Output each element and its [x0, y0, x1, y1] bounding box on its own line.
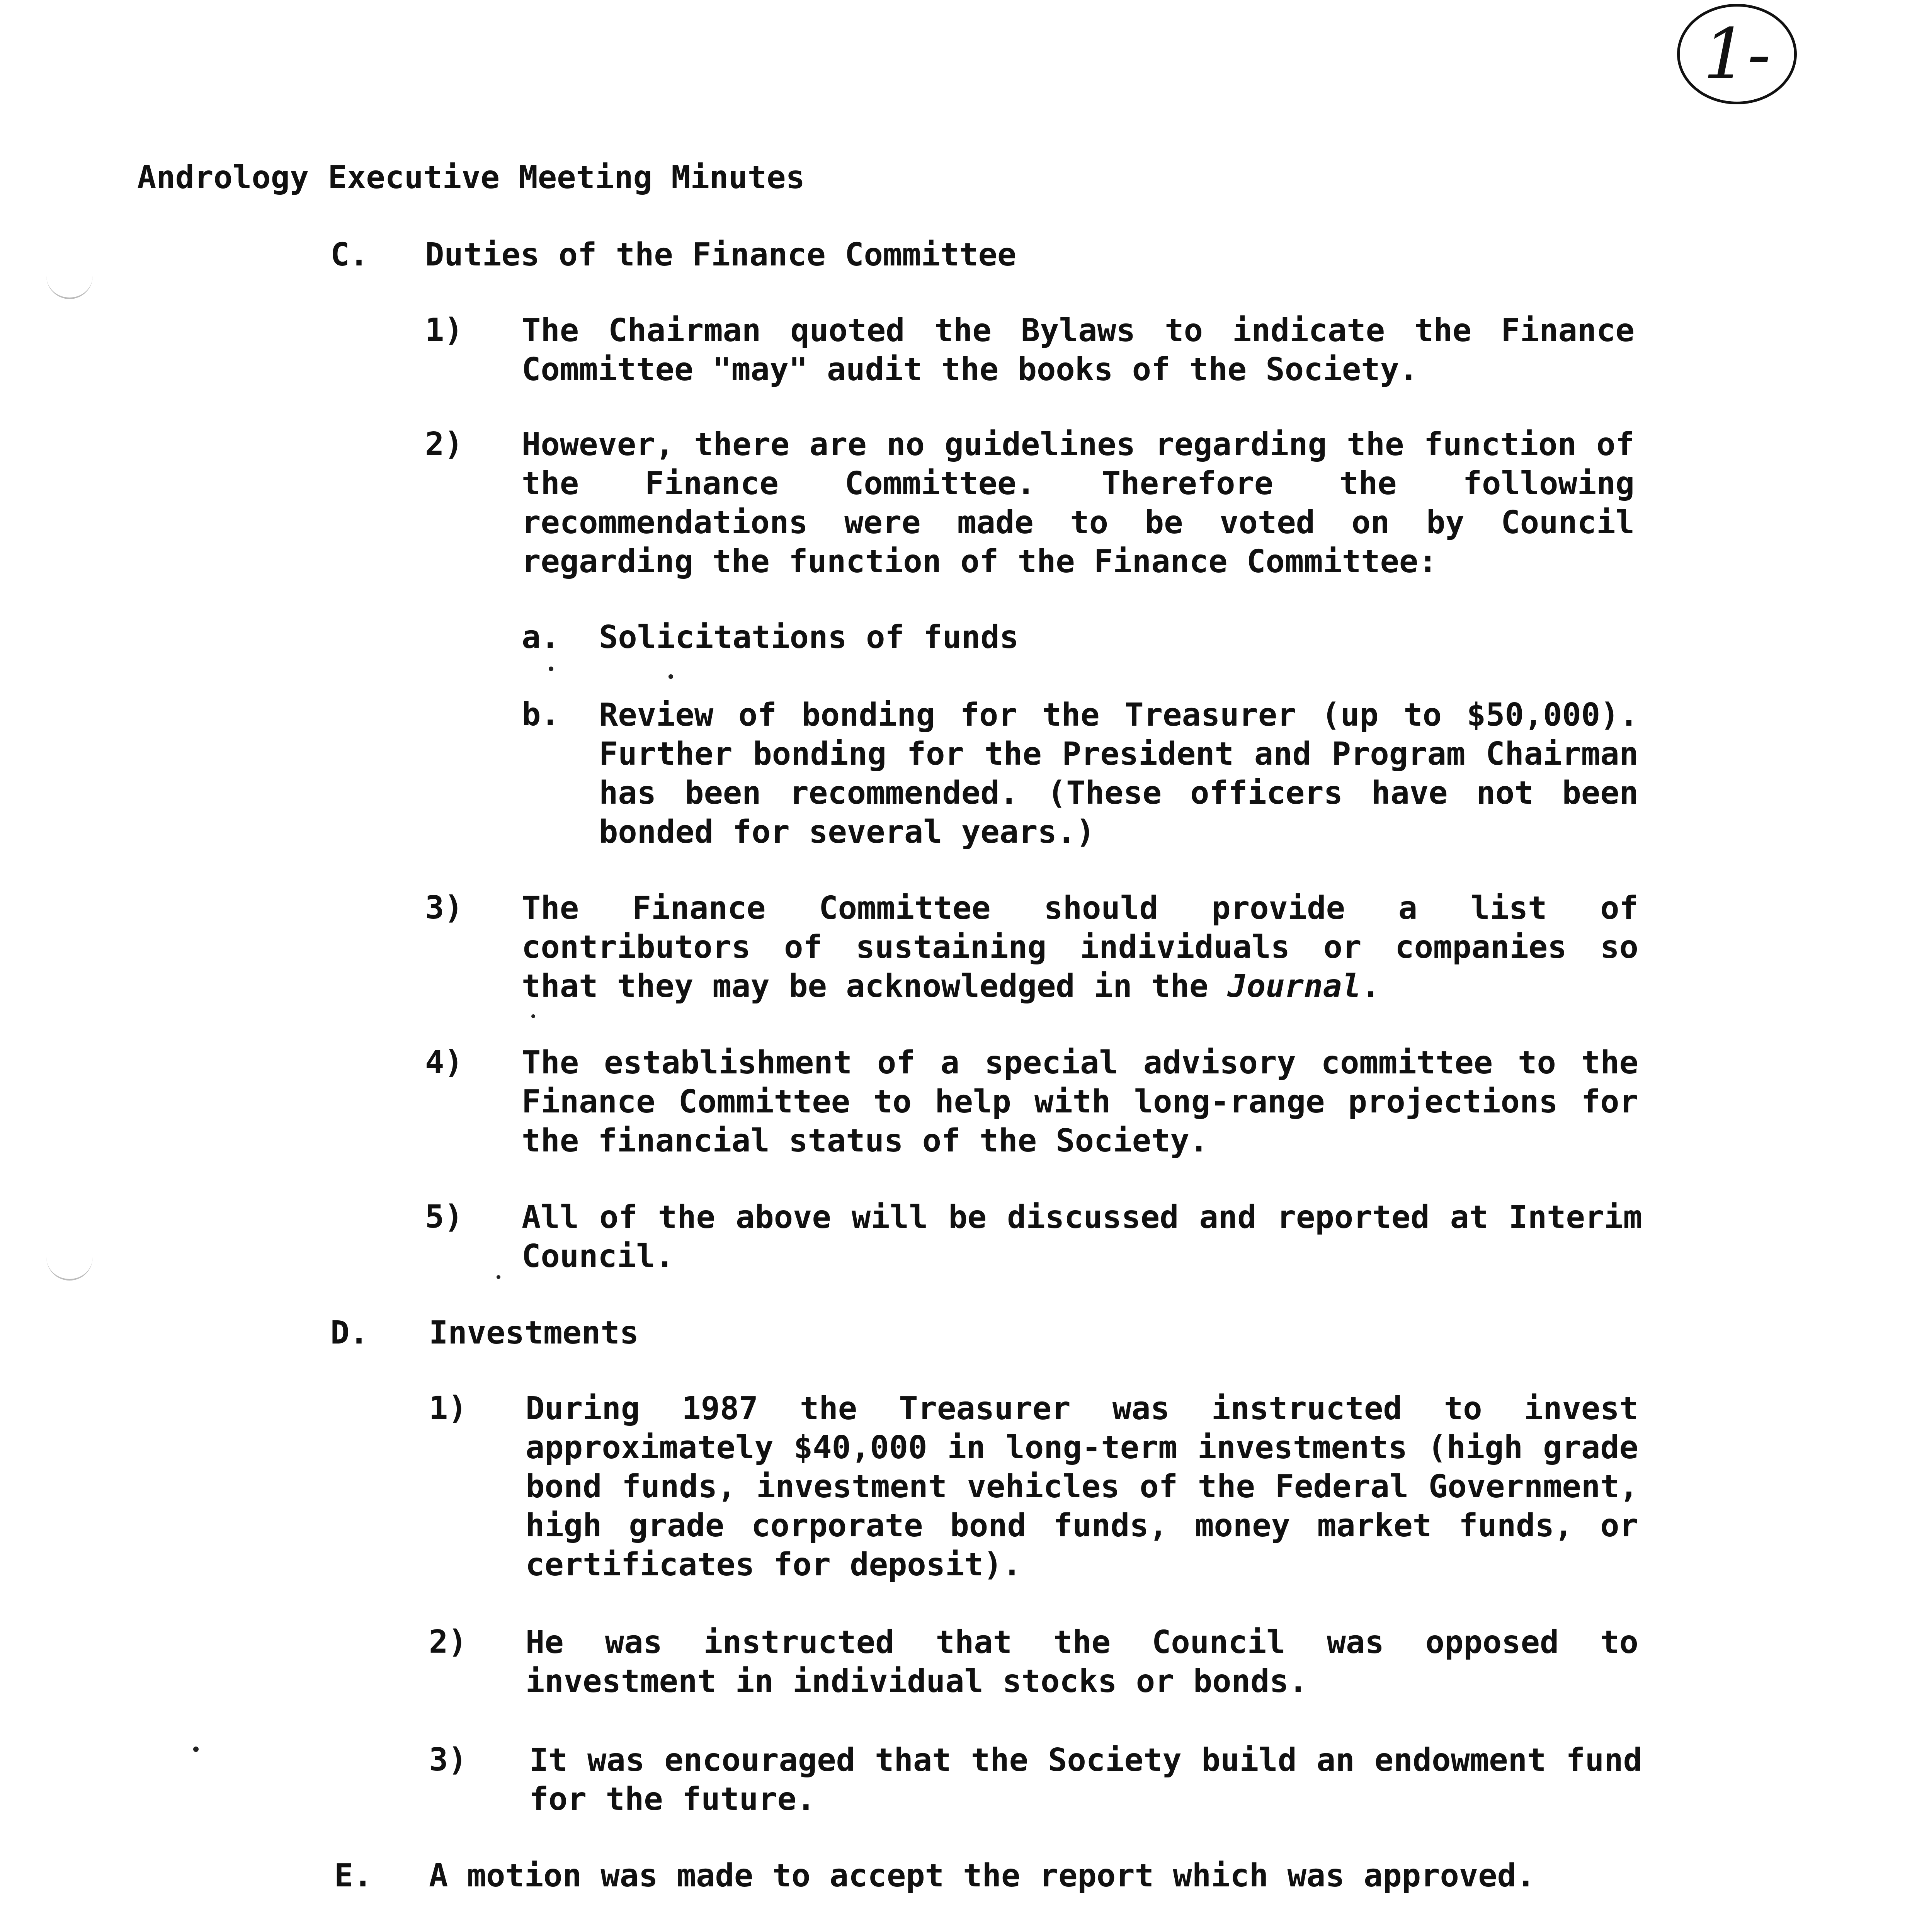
- d-item-1-num: 1): [429, 1390, 467, 1427]
- journal-title: Journal: [1227, 968, 1361, 1005]
- binding-hole-mark: [46, 1256, 93, 1281]
- section-c-heading: Duties of the Finance Committee: [425, 236, 1017, 273]
- binding-hole-mark: [46, 274, 93, 299]
- c-item-2-text: However, there are no guidelines regarding the function of the Finance Committee. Therefore the following recommendations were made to be voted on by Council regarding the function of the Finance Committee:: [522, 426, 1635, 580]
- d-item-2-text: He was instructed that the Council was opposed to investment in individual stocks or bonds.: [526, 1624, 1638, 1700]
- d-item-3-text: It was encouraged that the Society build an endowment fund for the future.: [529, 1742, 1642, 1818]
- section-e-letter: E.: [334, 1857, 373, 1894]
- d-item-1-text: During 1987 the Treasurer was instructed to invest approximately $40,000 in long-term investments (high grade bond funds, investment vehicles of the Federal Government, high grade corporate bond funds, money market funds, or certificates for deposit).: [526, 1390, 1638, 1583]
- c-item-2-num: 2): [425, 426, 463, 463]
- c-item-1-text: The Chairman quoted the Bylaws to indicate the Finance Committee "may" audit the books of the Society.: [522, 312, 1635, 388]
- c-item-5-text: All of the above will be discussed and reported at Interim Council.: [522, 1199, 1642, 1275]
- section-c-letter: C.: [330, 236, 369, 273]
- d-item-2-num: 2): [429, 1624, 467, 1660]
- c-item-3-text-end: .: [1361, 968, 1380, 1005]
- section-d-heading: Investments: [429, 1315, 639, 1351]
- section-e-text: A motion was made to accept the report which was approved.: [429, 1857, 1536, 1894]
- section-d-letter: D.: [330, 1315, 369, 1351]
- c-subitem-a-letter: a.: [522, 619, 560, 656]
- c-item-1-num: 1): [425, 312, 463, 349]
- c-subitem-a-text: Solicitations of funds: [599, 619, 1019, 656]
- c-item-3-text-main: The Finance Committee should provide a list of contributors of sustaining individuals or companies so that they may be acknowledged in the: [522, 890, 1638, 1005]
- page-stamp: [1677, 4, 1797, 104]
- c-item-3-num: 3): [425, 889, 463, 926]
- speck-mark: [549, 667, 553, 671]
- c-subitem-b-text: Review of bonding for the Treasurer (up to $50,000). Further bonding for the President and Program Chairman has been recommended. (These officers have not been bonded for several years.): [599, 697, 1638, 850]
- d-item-3-num: 3): [429, 1742, 467, 1778]
- page-title: Andrology Executive Meeting Minutes: [137, 159, 805, 196]
- c-item-4-text: The establishment of a special advisory committee to the Finance Committee to help with long-range projections for the financial status of the Society.: [522, 1044, 1638, 1159]
- speck-mark: [497, 1275, 500, 1279]
- speck-mark: [531, 1014, 535, 1018]
- speck-mark: [193, 1747, 199, 1752]
- c-item-4-num: 4): [425, 1044, 463, 1081]
- c-item-3-text: [522, 889, 1638, 1006]
- c-item-5-num: 5): [425, 1199, 463, 1235]
- stamp-text: 1-: [1703, 14, 1771, 95]
- c-subitem-b-letter: b.: [522, 696, 560, 733]
- speck-mark: [668, 674, 673, 679]
